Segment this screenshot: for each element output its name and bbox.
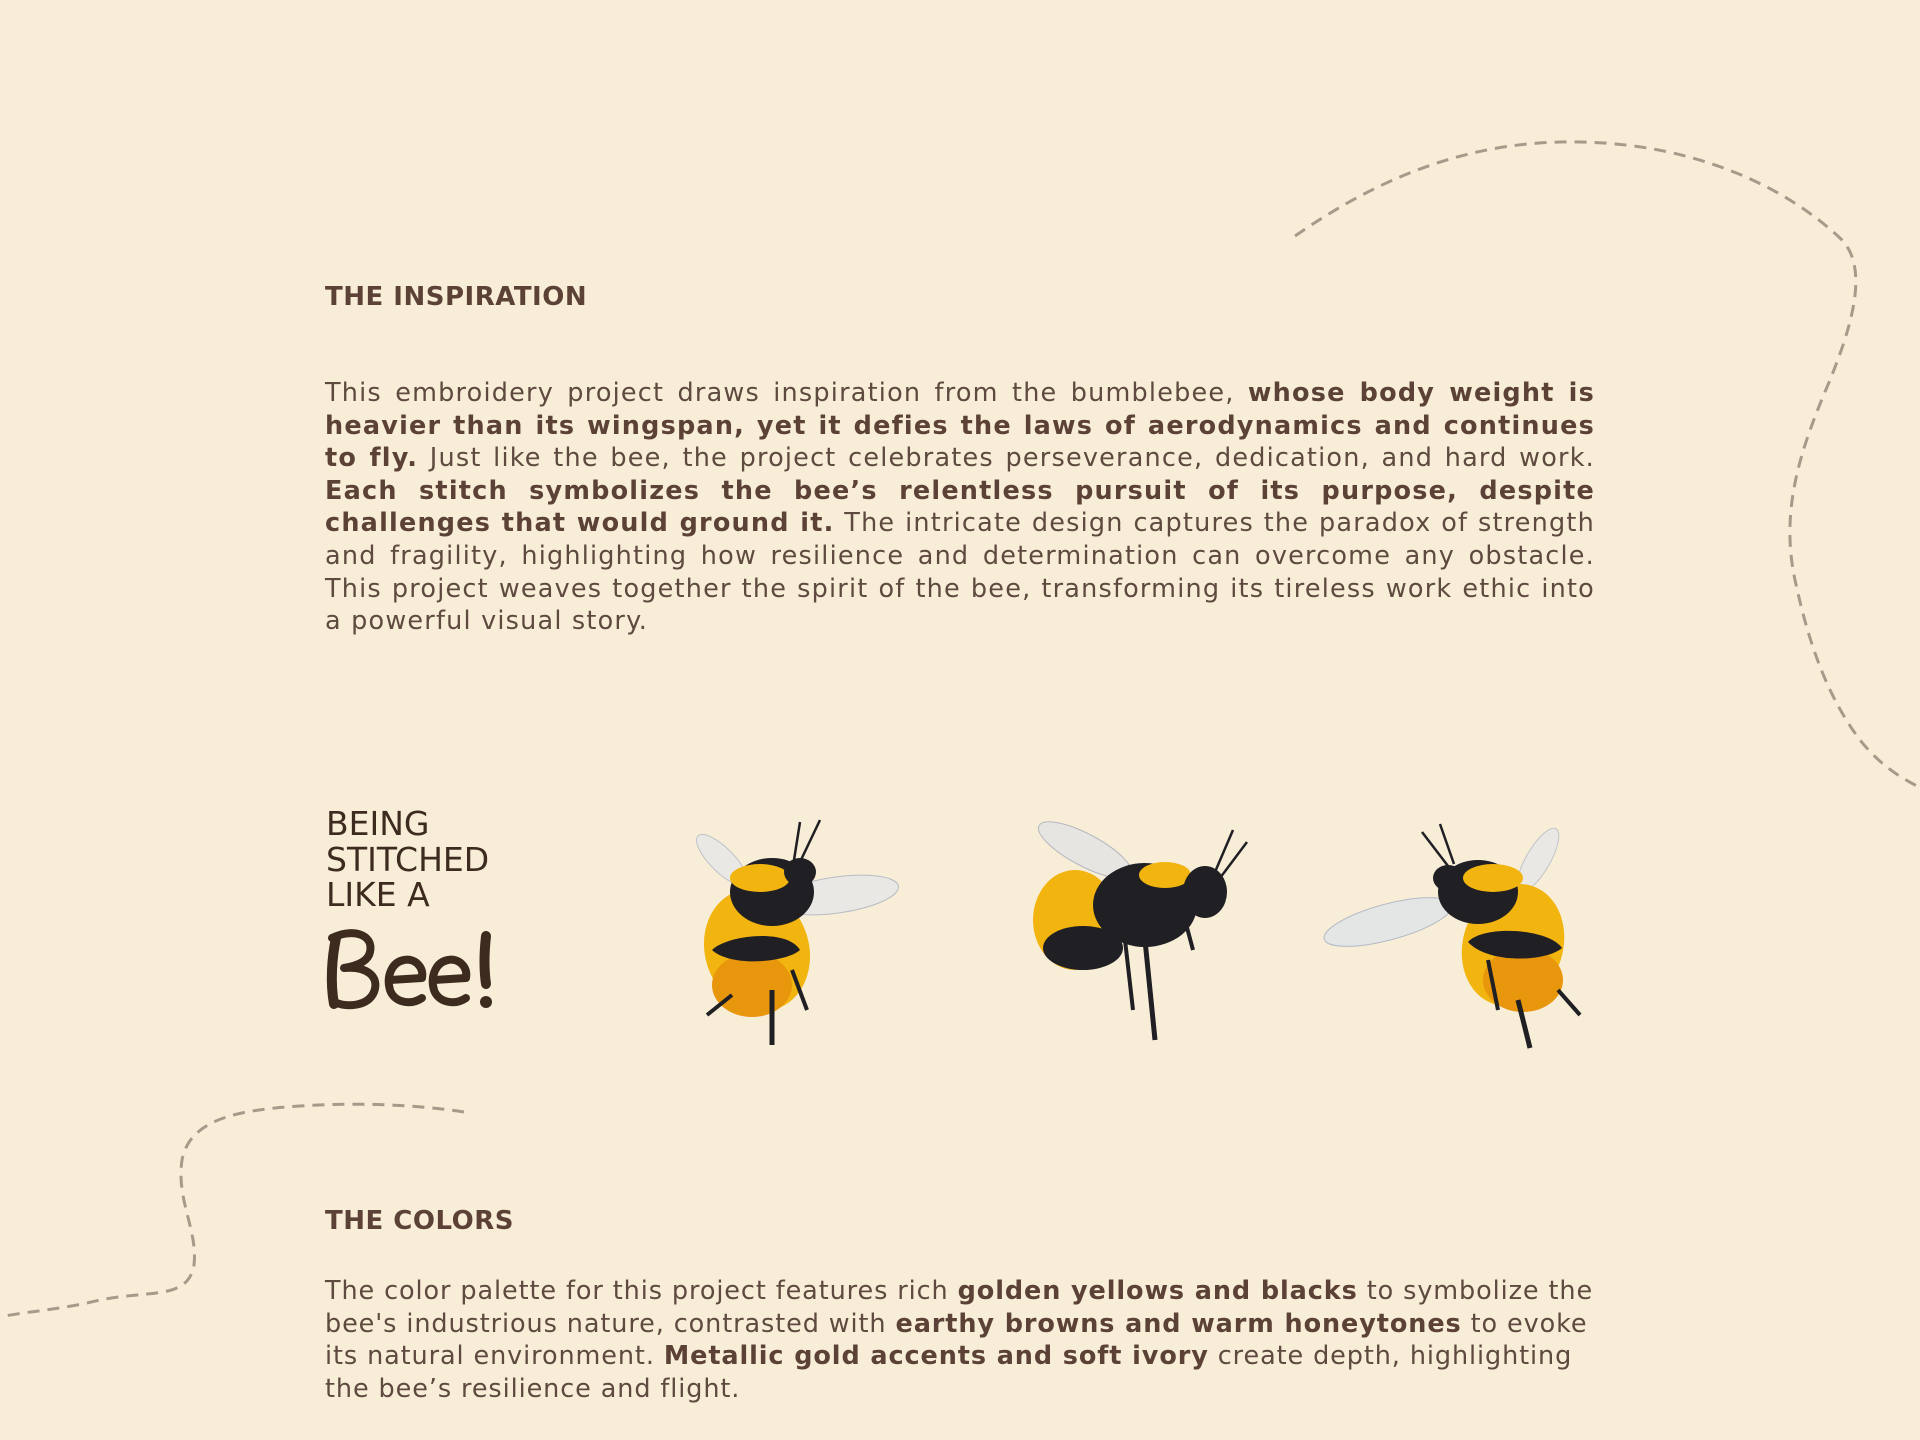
colors-paragraph	[325, 1275, 1595, 1405]
tagline-line-1: BEING	[326, 804, 430, 843]
bee-wordmark	[322, 922, 502, 1012]
inspiration-text-segment-bold: whose body weight is heavier than its wingspan, yet it defies the laws of aerodynamics and continues to fly.	[325, 378, 1596, 474]
colors-text-segment-bold: golden yellows and blacks	[957, 1276, 1358, 1306]
colors-text-segment-bold: Metallic gold accents and soft ivory	[663, 1341, 1209, 1372]
colors-text-segment: create depth, highlighting the bee’s resilience and flight.	[325, 1341, 1573, 1404]
colors-text-segment: to symbolize the bee's industrious nature, contrasted with	[325, 1276, 1594, 1339]
inspiration-heading: THE INSPIRATION	[325, 282, 588, 312]
bumblebee-illustration	[1015, 800, 1285, 1050]
inspiration-paragraph	[325, 377, 1595, 638]
tagline	[326, 806, 566, 913]
inspiration-text-segment-bold: Each stitch symbolizes the bee’s relentless pursuit of its purpose, despite challenges that would ground it.	[325, 475, 1595, 539]
inspiration-text-segment: Just like the bee, the project celebrates perseverance, dedication, and hard work.	[418, 443, 1595, 474]
inspiration-text-segment: The intricate design captures the paradox of strength and fragility, highlighting how resilience and determination can overcome any obstacle. This project weaves together the spirit of the bee, transforming its tireless work ethic into a powerful visual story.	[325, 508, 1595, 637]
colors-text-segment: to evoke its natural environment.	[325, 1308, 1588, 1372]
inspiration-text-segment: This embroidery project draws inspiration from the bumblebee,	[325, 378, 1248, 408]
bumblebee-illustration	[672, 800, 942, 1050]
tagline-line-2: STITCHED	[326, 839, 490, 879]
tagline-line-3: LIKE A	[326, 875, 430, 914]
bumblebee-illustration	[1318, 800, 1588, 1050]
colors-heading: THE COLORS	[325, 1206, 514, 1236]
colors-text-segment: The color palette for this project features rich	[325, 1276, 958, 1306]
colors-text-segment-bold: earthy browns and warm honeytones	[895, 1308, 1462, 1339]
